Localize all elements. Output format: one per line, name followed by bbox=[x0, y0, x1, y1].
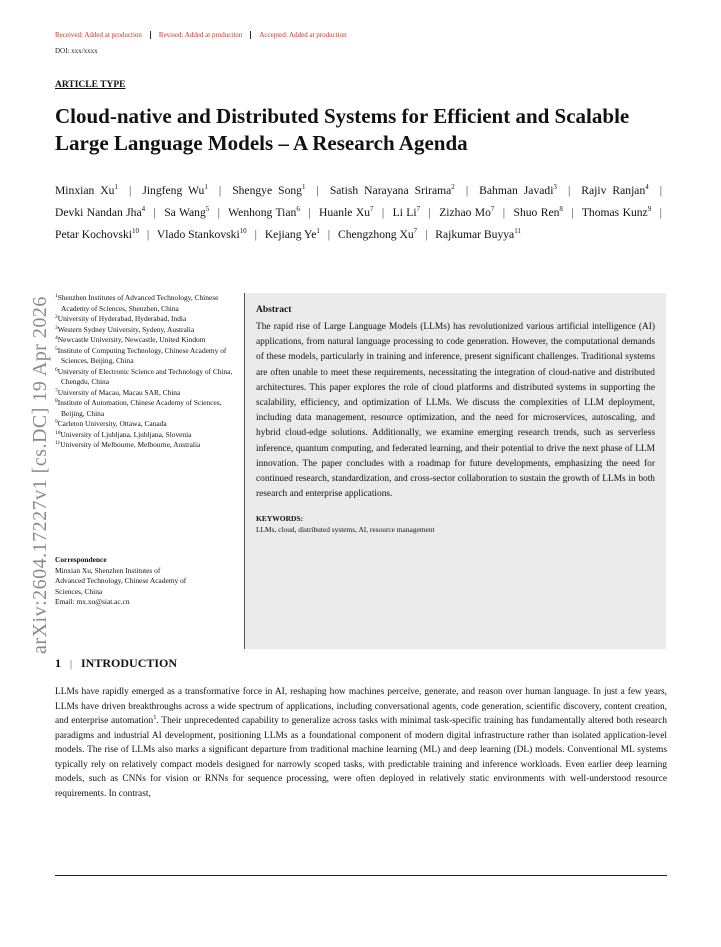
author-affiliation-mark: 7 bbox=[413, 227, 418, 235]
author bbox=[439, 206, 494, 219]
author-affiliation-mark: 7 bbox=[490, 205, 495, 213]
received-date: Received: Added at production bbox=[55, 31, 151, 39]
affiliation bbox=[55, 335, 235, 346]
publication-dates bbox=[55, 31, 363, 39]
correspondence-title: Correspondence bbox=[55, 555, 107, 564]
section-number: 1 bbox=[55, 656, 61, 670]
section-title: INTRODUCTION bbox=[81, 656, 178, 670]
author-separator: | bbox=[425, 228, 428, 241]
accepted-date: Accepted: Added at production bbox=[259, 31, 347, 39]
author-separator: | bbox=[217, 206, 220, 219]
author-affiliation-mark: 4 bbox=[645, 183, 649, 191]
author-name: Bahman Javadi bbox=[479, 184, 554, 197]
author-name: Huanle Xu bbox=[318, 206, 370, 219]
correspondence-line: Advanced Technology, Chinese Academy of bbox=[55, 576, 187, 585]
author bbox=[55, 206, 145, 219]
author-affiliation-mark: 2 bbox=[451, 183, 455, 191]
author-affiliation-mark: 6 bbox=[296, 205, 300, 213]
abstract-box bbox=[244, 293, 666, 649]
affiliation bbox=[55, 346, 235, 367]
affiliation bbox=[55, 293, 235, 314]
author bbox=[514, 206, 563, 219]
author-affiliation-mark: 7 bbox=[416, 205, 421, 213]
keywords-text: LLMs, cloud, distributed systems, AI, resource management bbox=[256, 525, 435, 535]
affiliation-number: 5 bbox=[55, 345, 58, 352]
doi: DOI: xxx/xxxx bbox=[55, 47, 98, 55]
affiliation-number: 9 bbox=[55, 419, 58, 425]
author bbox=[164, 206, 209, 219]
author bbox=[393, 206, 421, 219]
affiliation-text: Institute of Computing Technology, Chinese Academy of Sciences, Beijing, China bbox=[57, 345, 227, 365]
affiliation bbox=[55, 419, 235, 430]
affiliation-number: 4 bbox=[55, 335, 58, 341]
author bbox=[581, 184, 648, 197]
revised-date: Revised: Added at production bbox=[159, 31, 251, 39]
author-separator: | bbox=[502, 206, 506, 219]
author-separator: | bbox=[571, 206, 574, 219]
affiliation-text: Newcastle University, Newcastle, United Kindom bbox=[57, 335, 206, 344]
author-separator: | bbox=[567, 184, 571, 197]
author-affiliation-mark: 7 bbox=[370, 205, 374, 213]
author-name: Minxian Xu bbox=[55, 184, 115, 197]
abstract-text: The rapid rise of Large Language Models (LLMs) has revolutionized various artificial intelligence (AI) applications, from natural language processing to code generation. However, the computational demands of these models, particularly in training and inference, present significant challenges. Traditional systems are often unable to meet these requirements, necessitating the integration of cloud-native and distributed architectures. This paper explores the role of cloud platforms and distributed systems in supporting the scalability, efficiency, and optimization of LLMs. We discuss the complexities of LLM deployment, including data management, resource optimization, and the need for microservices, autoscaling, and hybrid cloud-edge solutions. Additionally, we examine emerging research trends, such as serverless inference, quantum computing, and federated learning, and their potential to drive the next phase of LLM innovation. The paper concludes with a roadmap for future developments, emphasizing the need for continued research, standardization, and cross-sector collaboration to sustain the growth of LLMs in both research and enterprise applications. bbox=[256, 322, 655, 500]
author-affiliation-mark: 1 bbox=[316, 227, 320, 235]
author bbox=[435, 228, 521, 241]
affiliation bbox=[55, 367, 235, 388]
affiliation-list bbox=[55, 293, 235, 451]
affiliation-text: Carleton University, Ottawa, Canada bbox=[57, 419, 167, 428]
intro-text: LLMs have rapidly emerged as a transformative force in AI, reshaping how machines perceive, generate, and reason over human language. In just a few years, LLMs have driven breakthroughs across a wide spectrum of applications, including conversational agents, code generation, scientific discovery, content creation, and enterprise automation bbox=[55, 687, 667, 726]
author-separator: | bbox=[659, 206, 662, 219]
affiliation bbox=[55, 388, 235, 399]
author-name: Shuo Ren bbox=[513, 206, 560, 219]
abstract-title: Abstract bbox=[256, 305, 292, 315]
correspondence-line: Minxian Xu, Shenzhen Institutes of bbox=[55, 565, 161, 575]
author-separator: | bbox=[254, 228, 257, 241]
affiliation-number: 11 bbox=[55, 440, 61, 446]
affiliation bbox=[55, 398, 235, 419]
author-affiliation-mark: 1 bbox=[204, 183, 208, 191]
author-affiliation-mark: 11 bbox=[514, 227, 521, 235]
section-heading bbox=[55, 656, 177, 671]
author-name: Satish Narayana Srirama bbox=[329, 184, 452, 197]
author-affiliation-mark: 10 bbox=[239, 227, 247, 235]
author-name: Jingfeng Wu bbox=[142, 184, 205, 197]
affiliation-number: 1 bbox=[55, 293, 58, 299]
affiliation-number: 3 bbox=[55, 324, 58, 331]
author-separator: | bbox=[381, 206, 385, 219]
author-affiliation-mark: 1 bbox=[301, 183, 306, 191]
affiliation-text: University of Hyderabad, Hyderabad, India bbox=[57, 314, 187, 323]
author-affiliation-mark: 10 bbox=[131, 227, 139, 235]
affiliation-number: 6 bbox=[55, 366, 58, 373]
author-name: Chengzhong Xu bbox=[337, 228, 414, 241]
correspondence-email: Email: mx.xu@siat.ac.cn bbox=[55, 597, 130, 606]
author-affiliation-mark: 4 bbox=[141, 205, 146, 213]
author-name: Li Li bbox=[392, 206, 417, 219]
author-affiliation-mark: 3 bbox=[553, 183, 557, 191]
author-name: Vlado Stankovski bbox=[156, 228, 240, 241]
author-name: Petar Kochovski bbox=[55, 228, 132, 241]
author bbox=[142, 184, 208, 197]
author-separator: | bbox=[128, 184, 132, 197]
introduction-paragraph bbox=[55, 685, 667, 801]
affiliation-text: Shenzhen Institutes of Advanced Technology, Chinese Academy of Sciences, Shenzhen, China bbox=[57, 293, 219, 313]
section-separator: | bbox=[70, 659, 73, 670]
affiliation bbox=[55, 325, 235, 336]
author bbox=[55, 228, 139, 241]
author bbox=[479, 184, 557, 197]
author-name: Sa Wang bbox=[164, 206, 206, 219]
author-separator: | bbox=[146, 228, 150, 241]
author-name: Zizhao Mo bbox=[439, 206, 491, 219]
author bbox=[157, 228, 247, 241]
author-separator: | bbox=[218, 184, 222, 197]
author-name: Wenhong Tian bbox=[228, 206, 297, 219]
author-name: Rajkumar Buyya bbox=[435, 228, 515, 241]
author bbox=[330, 184, 455, 197]
author bbox=[232, 184, 305, 197]
author-name: Shengye Song bbox=[232, 184, 302, 197]
author-separator: | bbox=[316, 184, 319, 197]
author-name: Thomas Kunz bbox=[581, 206, 648, 219]
paper-title: Cloud-native and Distributed Systems for Efficient and Scalable Large Language Models – A Research Agenda bbox=[55, 104, 630, 155]
affiliation-text: University of Macau, Macau SAR, China bbox=[57, 387, 181, 397]
author-separator: | bbox=[465, 184, 469, 197]
author-separator: | bbox=[327, 228, 331, 241]
affiliation bbox=[55, 440, 235, 451]
article-type: ARTICLE TYPE bbox=[55, 80, 126, 90]
affiliation-number: 8 bbox=[55, 398, 58, 404]
correspondence bbox=[55, 555, 235, 608]
author bbox=[265, 228, 320, 241]
arxiv-identifier: arXiv:2604.17227v1 [cs.DC] 19 Apr 2026 bbox=[29, 296, 51, 654]
author bbox=[228, 206, 300, 219]
affiliation-text: University of Melbourne, Melbourne, Australia bbox=[60, 440, 201, 449]
intro-text: . Their unprecedented capability to generalize across tasks with minimal task-specific training has fundamentally altered both research paradigms and industrial AI development, positioning LLMs as a foundational component of modern digital infrastructure rather than isolated application-level models. The rise of LLMs also marks a significant departure from traditional machine learning (ML) and deep learning (DL) models. Conventional ML systems typically rely on relatively compact models designed for narrowly scoped tasks, with predictable training and inference workloads. Even earlier deep learning models, such as CNNs for vision or RNNs for sequence processing, were often deployed in relatively static environments with well-understood resource requirements. In contrast, bbox=[55, 716, 667, 799]
author bbox=[319, 206, 374, 219]
author-affiliation-mark: 5 bbox=[205, 205, 210, 213]
keywords-title: KEYWORDS: bbox=[256, 514, 304, 524]
affiliation-number: 7 bbox=[55, 387, 58, 394]
affiliation bbox=[55, 430, 235, 441]
author bbox=[582, 206, 651, 219]
author bbox=[338, 228, 417, 241]
author-separator: | bbox=[153, 206, 156, 219]
author-name: Devki Nandan Jha bbox=[55, 206, 142, 219]
author-name: Rajiv Ranjan bbox=[581, 184, 646, 197]
author-separator: | bbox=[659, 184, 663, 197]
correspondence-line: Sciences, China bbox=[55, 586, 103, 596]
author-separator: | bbox=[428, 206, 431, 219]
author-affiliation-mark: 9 bbox=[647, 205, 652, 213]
affiliation bbox=[55, 314, 235, 325]
affiliation-text: University of Electronic Science and Technology of China, Chengdu, China bbox=[57, 366, 233, 386]
author-list bbox=[55, 180, 667, 246]
author-name: Kejiang Ye bbox=[264, 228, 317, 241]
author bbox=[55, 184, 118, 197]
author-affiliation-mark: 8 bbox=[559, 205, 563, 213]
affiliation-text: University of Ljubljana, Ljubljana, Slovenia bbox=[60, 429, 192, 439]
affiliation-number: 10 bbox=[55, 429, 61, 436]
footer-rule bbox=[55, 875, 667, 876]
author-separator: | bbox=[308, 206, 311, 219]
affiliation-number: 2 bbox=[55, 314, 58, 320]
affiliation-text: Western Sydney University, Sydeny, Australia bbox=[57, 324, 195, 334]
author-affiliation-mark: 1 bbox=[114, 183, 118, 191]
citation: 1 bbox=[153, 714, 157, 721]
affiliation-text: Institute of Automation, Chinese Academy of Sciences, Beijing, China bbox=[57, 398, 222, 418]
